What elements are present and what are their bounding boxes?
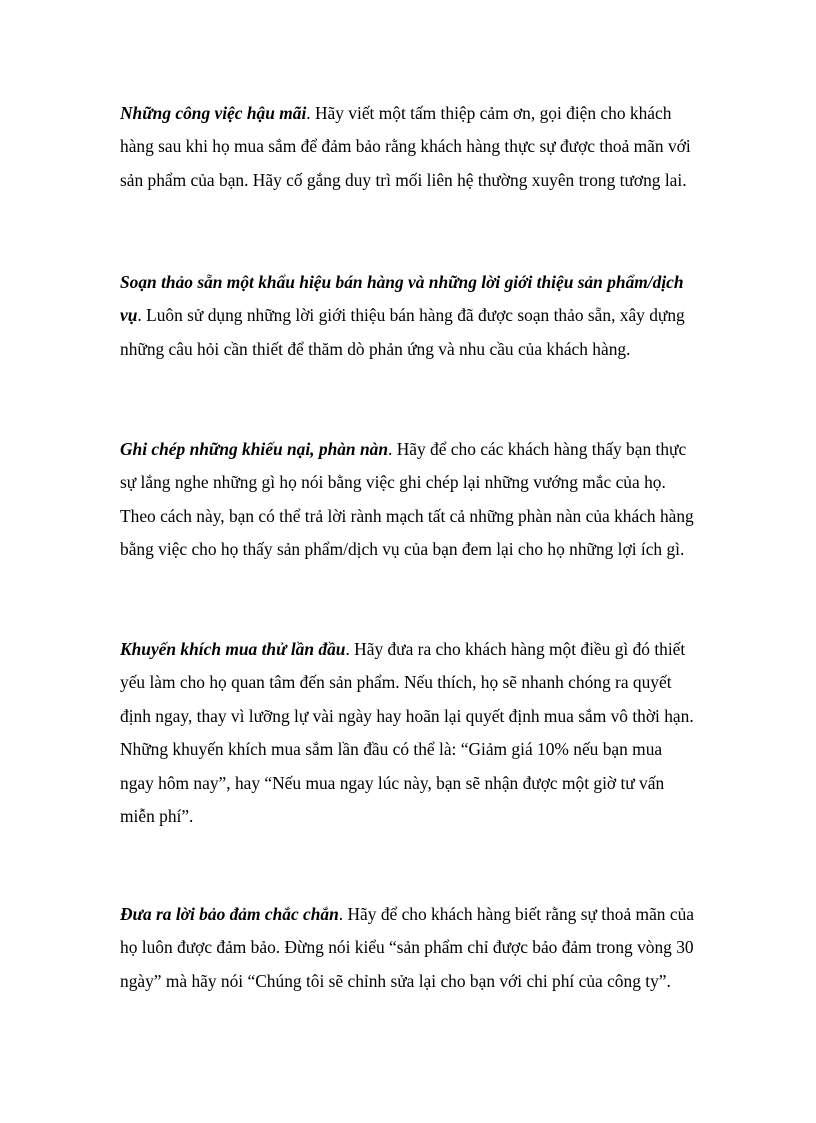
paragraph-first-purchase [120, 633, 700, 833]
text-line: Những công việc hậu mãi. Hãy viết một tấm thiệp cảm ơn, gọi điện cho khách [120, 103, 672, 123]
text-line: định ngay, thay vì lưỡng lự vài ngày hay hoãn lại quyết định mua sắm vô thời hạn. [120, 705, 694, 726]
text-line: Theo cách này, bạn có thể trả lời rành mạch tất cả những phàn nàn của khách hàng [120, 505, 694, 526]
text-line: bằng việc cho họ thấy sản phẩm/dịch vụ của bạn đem lại cho họ những lợi ích gì. [120, 539, 685, 560]
text-line: họ luôn được đảm bảo. Đừng nói kiểu “sản phẩm chỉ được bảo đảm trong vòng 30 [120, 937, 694, 958]
text-line: những câu hỏi cần thiết để thăm dò phản ứng và nhu cầu của khách hàng. [120, 338, 631, 359]
paragraph-sales-script [120, 266, 700, 366]
text-line: yếu làm cho họ quan tâm đến sản phẩm. Nếu thích, họ sẽ nhanh chóng ra quyết [120, 672, 672, 693]
text-line: vụ. Luôn sử dụng những lời giới thiệu bán hàng đã được soạn thảo sẵn, xây dựng [120, 305, 685, 326]
text-line: sản phẩm của bạn. Hãy cố gắng duy trì mối liên hệ thường xuyên trong tương lai. [120, 169, 687, 190]
text-line: Đưa ra lời bảo đảm chắc chắn. Hãy để cho khách hàng biết rằng sự thoả mãn của [120, 904, 694, 924]
paragraph-heading-cont: vụ [120, 305, 138, 326]
paragraph-complaints [120, 433, 700, 567]
paragraph-heading: Soạn thảo sẵn một khẩu hiệu bán hàng và những lời giới thiệu sản phẩm/dịch [120, 272, 684, 292]
paragraph-after-sales [120, 97, 700, 197]
text-line: ngày” mà hãy nói “Chúng tôi sẽ chỉnh sửa lại cho bạn với chi phí của công ty”. [120, 970, 671, 991]
paragraph-heading: Những công việc hậu mãi [120, 103, 307, 123]
paragraph-heading: Khuyến khích mua thử lần đầu [120, 639, 346, 659]
text-line: Những khuyến khích mua sắm lần đầu có thể là: “Giảm giá 10% nếu bạn mua [120, 739, 663, 760]
text-line: hàng sau khi họ mua sắm để đảm bảo rằng khách hàng thực sự được thoả mãn với [120, 136, 691, 157]
paragraph-heading: Ghi chép những khiếu nại, phàn nàn [120, 439, 388, 459]
text-line: sự lắng nghe những gì họ nói bằng việc ghi chép lại những vướng mắc của họ. [120, 472, 666, 493]
paragraph-guarantee [120, 898, 700, 998]
text-line: ngay hôm nay”, hay “Nếu mua ngay lúc này, bạn sẽ nhận được một giờ tư vấn [120, 772, 665, 793]
text-line: Khuyến khích mua thử lần đầu. Hãy đưa ra cho khách hàng một điều gì đó thiết [120, 639, 686, 659]
text-line [120, 266, 700, 299]
paragraph-heading: Đưa ra lời bảo đảm chắc chắn [120, 904, 339, 924]
text-line: miễn phí”. [120, 806, 194, 827]
text-line: Ghi chép những khiếu nại, phàn nàn. Hãy để cho các khách hàng thấy bạn thực [120, 439, 687, 459]
